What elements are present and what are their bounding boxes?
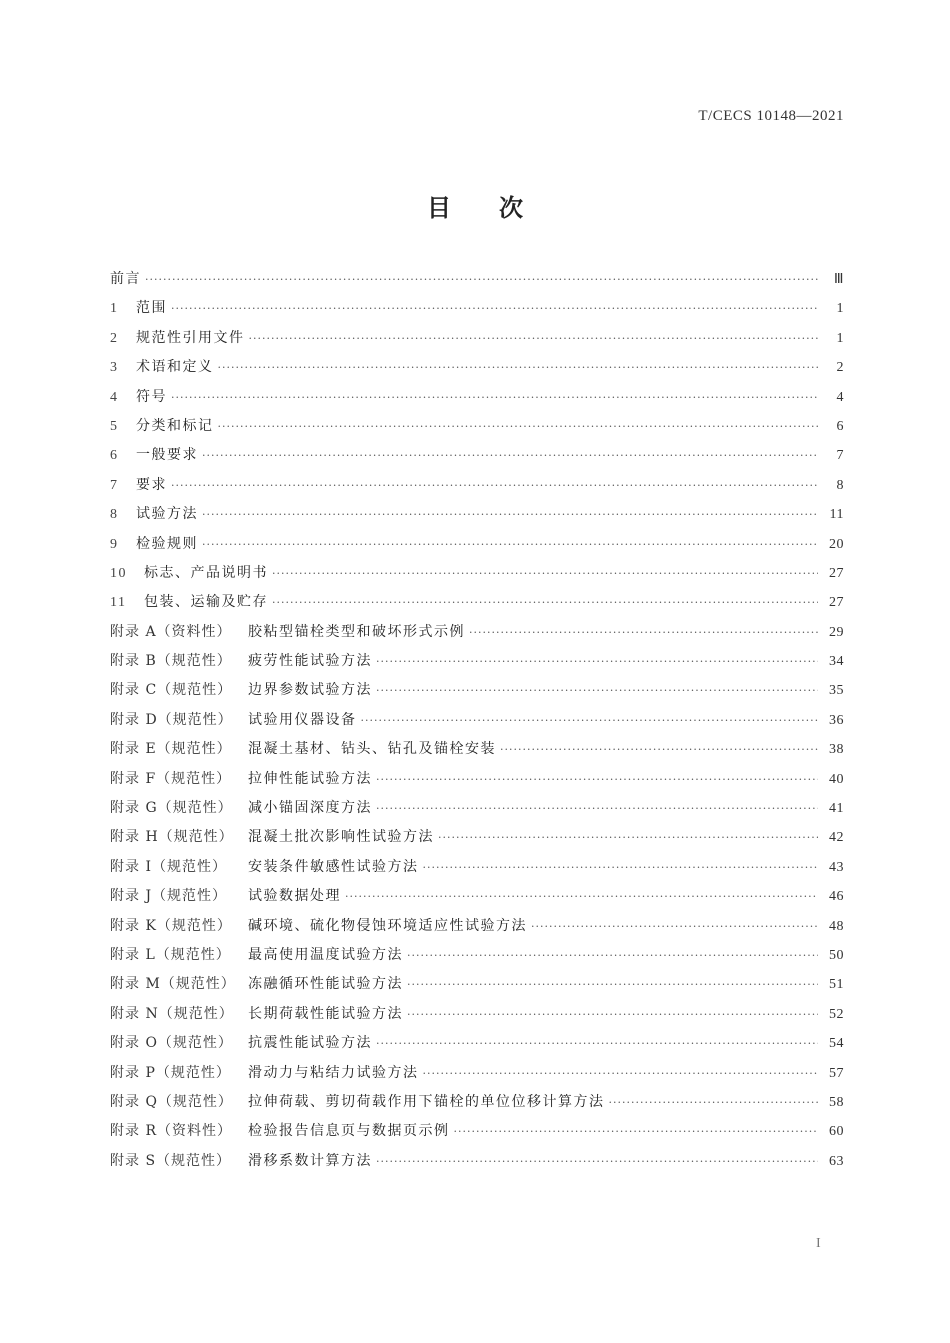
toc-entry[interactable]	[110, 294, 844, 323]
toc-entry-title: 边界参数试验方法	[248, 682, 372, 699]
toc-entry-title: 术语和定义	[136, 359, 214, 376]
toc-entry-page: Ⅲ	[833, 272, 844, 287]
toc-entry[interactable]	[110, 1000, 844, 1029]
toc-entry-number: 4	[110, 389, 119, 405]
toc-entry[interactable]	[110, 794, 844, 823]
toc-entry-appendix: 附录 C（规范性）	[110, 682, 233, 699]
toc-entry-page: 48	[829, 918, 844, 934]
toc-entry-title: 分类和标记	[136, 417, 214, 434]
toc-entry-page: 51	[829, 977, 844, 993]
toc-entry-appendix: 附录 E（规范性）	[110, 741, 232, 758]
toc-entry-page: 58	[829, 1094, 844, 1110]
toc-entry[interactable]	[110, 1029, 844, 1058]
toc-entry[interactable]	[110, 970, 844, 999]
toc-leader-dots	[423, 1059, 819, 1088]
toc-entry-number: 5	[110, 418, 119, 434]
toc-leader-dots	[345, 882, 818, 911]
toc-entry-number: 8	[110, 507, 119, 523]
toc-entry[interactable]	[110, 941, 844, 970]
toc-entry-appendix: 附录 J（规范性）	[110, 888, 228, 905]
toc-entry[interactable]	[110, 588, 844, 617]
toc-leader-dots	[376, 647, 818, 676]
toc-entry-title: 试验数据处理	[248, 888, 341, 905]
toc-entry-title: 冻融循环性能试验方法	[248, 976, 403, 993]
toc-entry-number: 11	[110, 595, 127, 611]
toc-leader-dots	[218, 353, 819, 382]
toc-entry[interactable]	[110, 1147, 844, 1176]
toc-entry[interactable]	[110, 647, 844, 676]
toc-entry-appendix: 附录 M（规范性）	[110, 976, 236, 993]
toc-entry-page: 43	[829, 859, 844, 875]
toc-entry[interactable]	[110, 1088, 844, 1117]
toc-leader-dots	[249, 324, 819, 353]
toc-leader-dots	[376, 794, 818, 823]
toc-entry-title: 混凝土批次影响性试验方法	[248, 829, 434, 846]
toc-entry-number: 2	[110, 330, 119, 346]
toc-leader-dots	[423, 853, 819, 882]
toc-entry-page: 20	[829, 536, 844, 552]
page-number: I	[816, 1236, 821, 1251]
toc-entry-page: 60	[829, 1124, 844, 1140]
toc-entry-number: 3	[110, 360, 119, 376]
toc-entry-page: 54	[829, 1036, 844, 1052]
toc-leader-dots	[202, 530, 818, 559]
toc-leader-dots	[609, 1088, 819, 1117]
toc-entry-page: 41	[829, 801, 844, 817]
toc-leader-dots	[407, 941, 818, 970]
toc-entry-title: 检验规则	[136, 535, 198, 552]
toc-entry-appendix: 附录 L（规范性）	[110, 946, 231, 963]
toc-leader-dots	[376, 765, 818, 794]
toc-entry-title: 标志、产品说明书	[144, 564, 268, 581]
toc-entry-title: 滑移系数计算方法	[248, 1152, 372, 1169]
toc-entry-appendix: 附录 Q（规范性）	[110, 1093, 233, 1110]
toc-leader-dots	[171, 294, 818, 323]
toc-entry-page: 36	[829, 712, 844, 728]
toc-entry-title: 滑动力与粘结力试验方法	[248, 1064, 419, 1081]
toc-entry[interactable]	[110, 265, 844, 294]
toc-entry-title: 检验报告信息页与数据页示例	[248, 1123, 450, 1140]
toc-entry[interactable]	[110, 441, 844, 470]
toc-leader-dots	[145, 265, 818, 294]
toc-entry-appendix: 附录 O（规范性）	[110, 1035, 233, 1052]
table-of-contents	[110, 265, 844, 1176]
toc-entry-title: 胶粘型锚栓类型和破坏形式示例	[248, 623, 465, 640]
toc-entry-title: 长期荷载性能试验方法	[248, 1005, 403, 1022]
toc-leader-dots	[171, 471, 818, 500]
toc-entry-title: 包装、运输及贮存	[144, 594, 268, 611]
toc-entry-page: 34	[829, 654, 844, 670]
toc-entry[interactable]	[110, 324, 844, 353]
toc-entry-page: 35	[829, 683, 844, 699]
toc-leader-dots	[469, 618, 818, 647]
toc-entry-page: 6	[836, 418, 844, 434]
toc-entry-page: 1	[836, 330, 844, 346]
page-title: 目次	[427, 193, 571, 222]
toc-entry-title: 抗震性能试验方法	[248, 1035, 372, 1052]
toc-leader-dots	[407, 970, 818, 999]
toc-entry-appendix: 附录 S（规范性）	[110, 1152, 232, 1169]
toc-entry-title: 范围	[136, 300, 167, 317]
toc-entry[interactable]	[110, 823, 844, 852]
toc-leader-dots	[376, 1029, 818, 1058]
toc-entry[interactable]	[110, 912, 844, 941]
toc-entry-title: 减小锚固深度方法	[248, 800, 372, 817]
toc-entry[interactable]	[110, 676, 844, 705]
toc-entry[interactable]	[110, 706, 844, 735]
toc-entry[interactable]	[110, 882, 844, 911]
toc-leader-dots	[171, 383, 818, 412]
toc-entry-title: 疲劳性能试验方法	[248, 653, 372, 670]
toc-entry[interactable]	[110, 530, 844, 559]
toc-entry[interactable]	[110, 853, 844, 882]
toc-entry[interactable]	[110, 735, 844, 764]
toc-entry-appendix: 附录 F（规范性）	[110, 770, 232, 787]
toc-leader-dots	[202, 500, 818, 529]
toc-leader-dots	[202, 441, 818, 470]
toc-entry-title: 一般要求	[136, 447, 198, 464]
toc-entry-page: 52	[829, 1006, 844, 1022]
toc-entry-page: 27	[829, 565, 844, 581]
toc-leader-dots	[361, 706, 819, 735]
toc-entry-page: 4	[836, 389, 844, 405]
toc-leader-dots	[272, 588, 818, 617]
toc-entry-title: 前言	[110, 271, 141, 287]
toc-entry[interactable]	[110, 618, 844, 647]
toc-entry[interactable]	[110, 353, 844, 382]
toc-entry-appendix: 附录 A（资料性）	[110, 623, 232, 640]
toc-entry-appendix: 附录 G（规范性）	[110, 800, 233, 817]
toc-leader-dots	[500, 735, 818, 764]
toc-leader-dots	[531, 912, 818, 941]
toc-entry-number: 1	[110, 301, 119, 317]
toc-leader-dots	[272, 559, 818, 588]
toc-leader-dots	[454, 1117, 819, 1146]
toc-entry-number: 7	[110, 477, 119, 493]
toc-entry-title: 要求	[136, 476, 167, 493]
toc-entry-appendix: 附录 N（规范性）	[110, 1005, 234, 1022]
toc-entry-title: 试验用仪器设备	[248, 711, 357, 728]
toc-entry[interactable]	[110, 471, 844, 500]
toc-entry-title: 拉伸荷载、剪切荷载作用下锚栓的单位位移计算方法	[248, 1093, 605, 1110]
toc-entry-title: 碱环境、硫化物侵蚀环境适应性试验方法	[248, 917, 527, 934]
toc-leader-dots	[218, 412, 819, 441]
toc-entry[interactable]	[110, 559, 844, 588]
toc-entry-title: 最高使用温度试验方法	[248, 946, 403, 963]
toc-entry[interactable]	[110, 1059, 844, 1088]
toc-entry-number: 6	[110, 448, 119, 464]
toc-leader-dots	[376, 676, 818, 705]
toc-entry-page: 2	[836, 360, 844, 376]
toc-entry[interactable]	[110, 765, 844, 794]
toc-entry-page: 38	[829, 742, 844, 758]
toc-entry-title: 安装条件敏感性试验方法	[248, 858, 419, 875]
toc-entry-page: 11	[829, 507, 844, 523]
toc-entry-number: 9	[110, 536, 119, 552]
toc-leader-dots	[438, 823, 818, 852]
toc-entry-page: 42	[829, 830, 844, 846]
toc-entry-page: 29	[829, 624, 844, 640]
toc-entry-title: 拉伸性能试验方法	[248, 770, 372, 787]
toc-entry-page: 46	[829, 889, 844, 905]
toc-entry[interactable]	[110, 383, 844, 412]
toc-entry-title: 符号	[136, 388, 167, 405]
toc-entry-page: 1	[836, 301, 844, 317]
toc-entry-title: 规范性引用文件	[136, 329, 245, 346]
toc-entry-appendix: 附录 K（规范性）	[110, 917, 232, 934]
toc-entry-number: 10	[110, 565, 127, 581]
toc-entry-appendix: 附录 H（规范性）	[110, 829, 234, 846]
toc-entry-page: 63	[829, 1153, 844, 1169]
toc-entry-appendix: 附录 I（规范性）	[110, 858, 227, 875]
toc-entry-appendix: 附录 R（资料性）	[110, 1123, 232, 1140]
toc-entry-appendix: 附录 B（规范性）	[110, 653, 232, 670]
toc-entry[interactable]	[110, 500, 844, 529]
toc-entry-page: 57	[829, 1065, 844, 1081]
toc-entry-title: 试验方法	[136, 506, 198, 523]
toc-entry-appendix: 附录 P（规范性）	[110, 1064, 231, 1081]
standard-code: T/CECS 10148—2021	[698, 108, 844, 124]
toc-leader-dots	[376, 1147, 818, 1176]
toc-leader-dots	[407, 1000, 818, 1029]
toc-entry-title: 混凝土基材、钻头、钻孔及锚栓安装	[248, 741, 496, 758]
toc-entry-page: 40	[829, 771, 844, 787]
toc-entry-page: 8	[836, 477, 844, 493]
toc-entry-page: 27	[829, 595, 844, 611]
toc-entry-page: 7	[836, 448, 844, 464]
toc-entry-appendix: 附录 D（规范性）	[110, 711, 233, 728]
toc-entry-page: 50	[829, 947, 844, 963]
toc-entry[interactable]	[110, 412, 844, 441]
toc-entry[interactable]	[110, 1117, 844, 1146]
